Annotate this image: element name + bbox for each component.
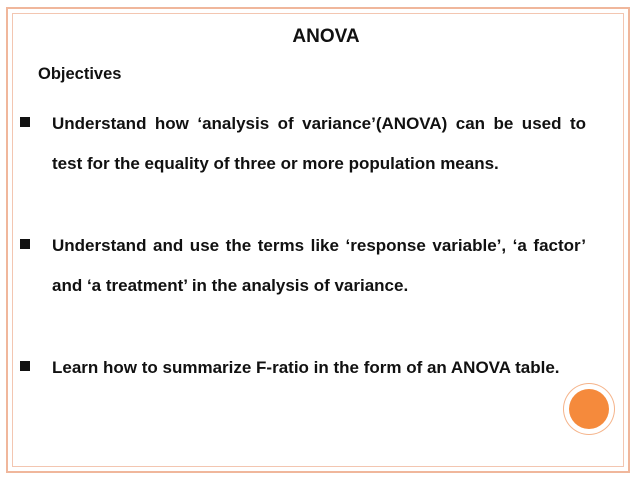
- decorative-circle: [569, 389, 609, 429]
- square-bullet-icon: [20, 361, 30, 371]
- bullet-text: Learn how to summarize F-ratio in the form of an ANOVA table.: [52, 358, 560, 377]
- square-bullet-icon: [20, 239, 30, 249]
- bullet-text: Understand how ‘analysis of variance’(ANOVA) can be used to test for the equality of three or more population means.: [52, 114, 586, 173]
- slide-title: ANOVA: [292, 26, 360, 47]
- slide-subtitle: Objectives: [38, 65, 122, 83]
- bullet-text: Understand and use the terms like ‘response variable’, ‘a factor’ and ‘a treatment’ in the analysis of variance.: [52, 236, 586, 295]
- square-bullet-icon: [20, 117, 30, 127]
